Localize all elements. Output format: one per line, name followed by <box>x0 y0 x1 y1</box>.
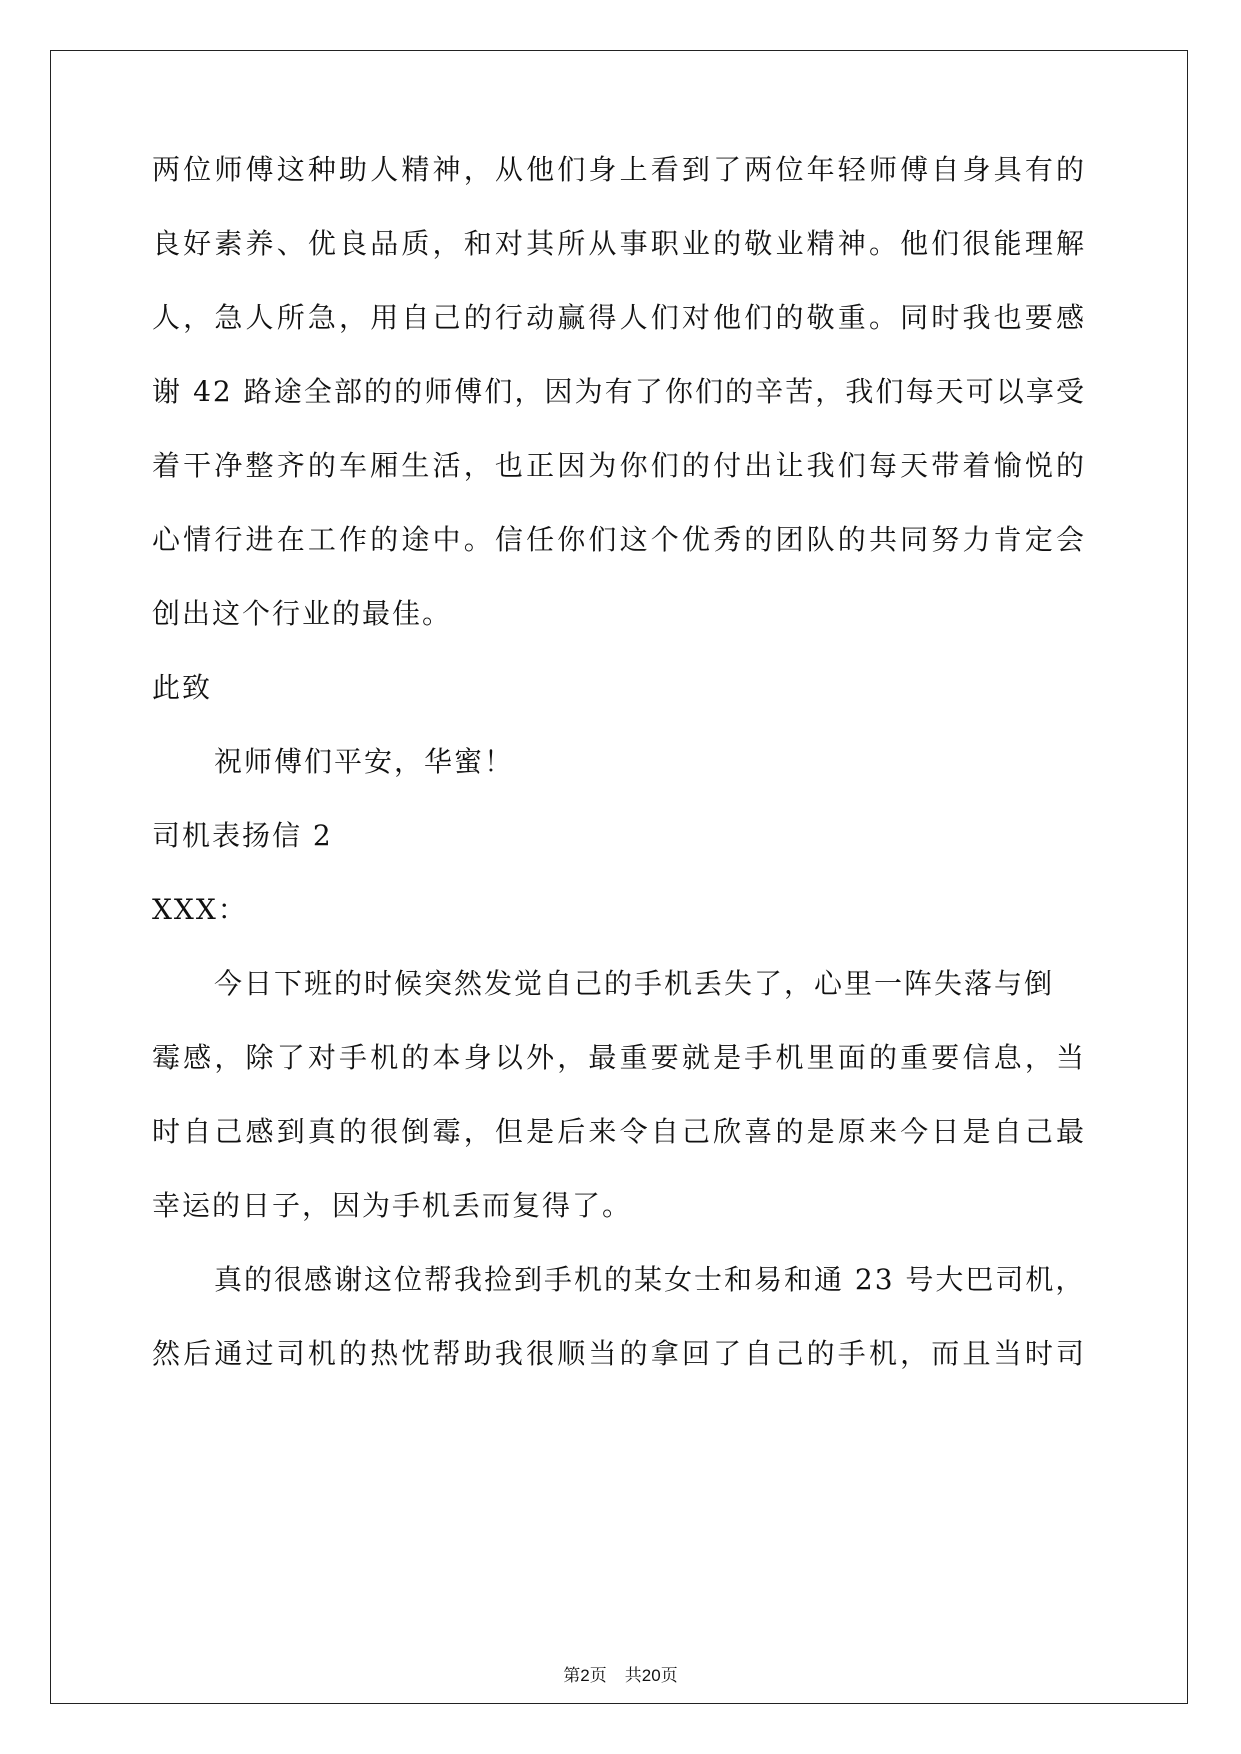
paragraph-line: 着干净整齐的车厢生活，也正因为你们的付出让我们每天带着愉悦的 <box>152 449 1086 482</box>
paragraph-line: 心情行进在工作的途中。信任你们这个优秀的团队的共同努力肯定会 <box>152 523 1086 556</box>
page-footer <box>0 1664 1241 1688</box>
paragraph-line: 幸运的日子，因为手机丢而复得了。 <box>152 1189 633 1222</box>
paragraph-line: 两位师傅这种助人精神，从他们身上看到了两位年轻师傅自身具有的 <box>152 153 1086 186</box>
paragraph-line: 真的很感谢这位帮我捡到手机的某女士和易和通 23 号大巴司机， <box>214 1263 1086 1296</box>
paragraph-line: 人，急人所急，用自己的行动赢得人们对他们的敬重。同时我也要感 <box>152 301 1086 334</box>
paragraph-line: 创出这个行业的最佳。 <box>152 597 453 630</box>
paragraph-line: 霉感，除了对手机的本身以外，最重要就是手机里面的重要信息，当 <box>152 1041 1086 1074</box>
page-suffix: 页 <box>589 1666 607 1686</box>
recipient-greeting: XXX： <box>152 893 248 926</box>
paragraph-line: 良好素养、优良品质，和对其所从事职业的敬业精神。他们很能理解 <box>152 227 1086 260</box>
paragraph-line: 谢 42 路途全部的的师傅们，因为有了你们的辛苦，我们每天可以享受 <box>152 375 1086 408</box>
page-total: 20 <box>641 1666 661 1685</box>
closing-wish: 祝师傅们平安，华蜜！ <box>214 745 515 778</box>
total-prefix: 共 <box>624 1666 642 1686</box>
page-prefix: 第 <box>563 1666 581 1686</box>
closing-salutation: 此致 <box>152 671 213 704</box>
page-current: 2 <box>580 1666 590 1685</box>
paragraph-line: 时自己感到真的很倒霉，但是后来令自己欣喜的是原来今日是自己最 <box>152 1115 1086 1148</box>
total-suffix: 页 <box>660 1666 678 1686</box>
section-title: 司机表扬信 2 <box>152 819 333 852</box>
paragraph-line: 今日下班的时候突然发觉自己的手机丢失了，心里一阵失落与倒 <box>214 967 1055 1000</box>
paragraph-line: 然后通过司机的热忱帮助我很顺当的拿回了自己的手机，而且当时司 <box>152 1337 1086 1370</box>
